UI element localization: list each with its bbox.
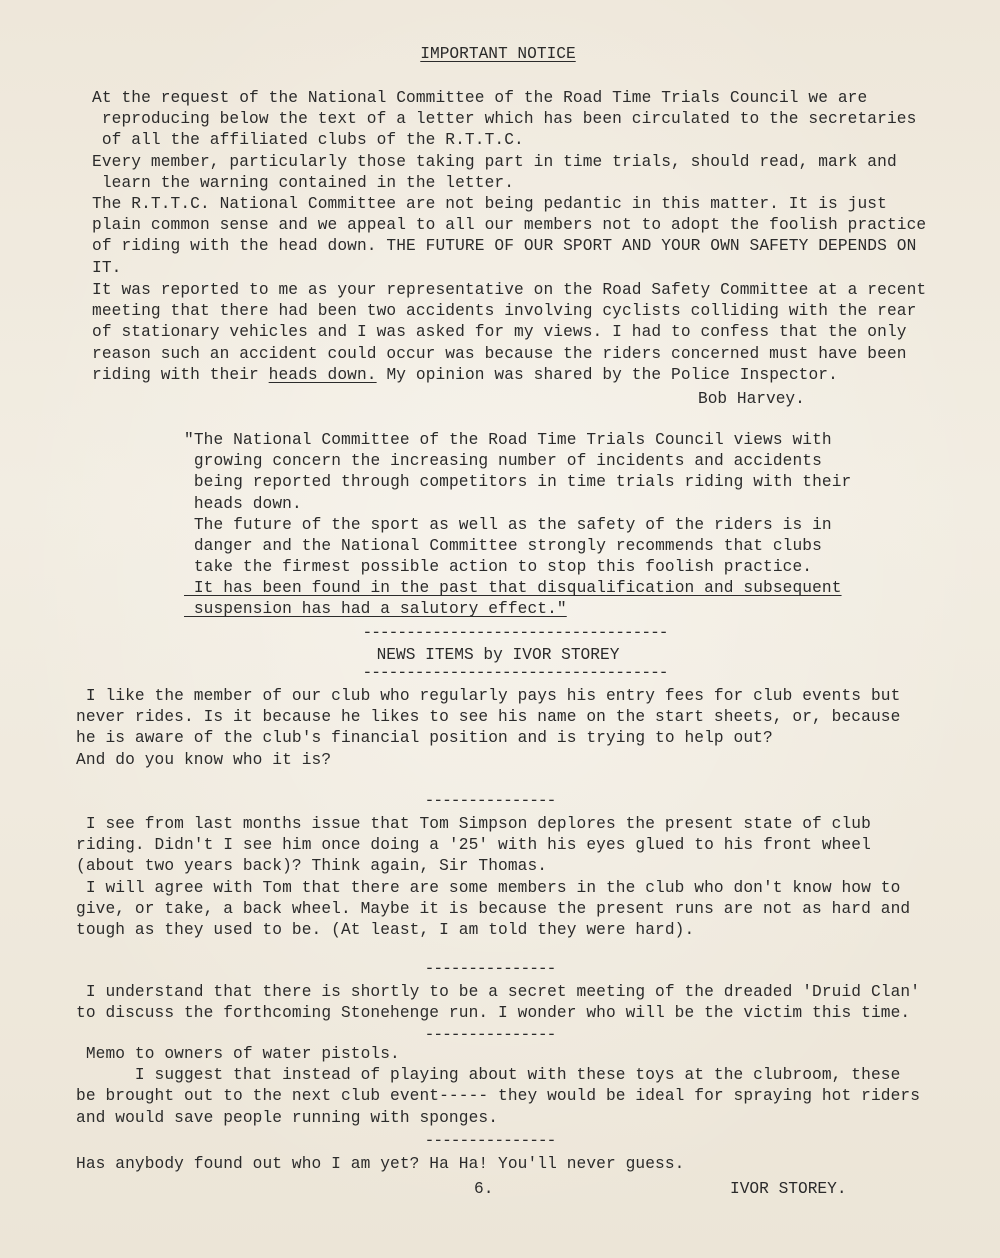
- news-separator: ---------------: [424, 960, 556, 978]
- news-item-water-pistols: Memo to owners of water pistols. I suggest that instead of playing about with these toys at the clubroom, these be brought out to the next club event----- they would be ideal for spraying hot riders and would save people running with sponges.: [76, 1045, 921, 1127]
- news-item-club-riding: I see from last months issue that Tom Simpson deplores the present state of club riding. Didn't I see him once doing a '25' with his eyes glued to his front wheel (about two years back)? Think again, Sir Thomas. I will agree with Tom that there are some members in the club who don't know how to give, or take, a back wheel. Maybe it is because the present runs are not as hard and tough as they used to be. (At least, I am told they were hard).: [76, 815, 911, 940]
- report-text-end: My opinion was shared by the Police Inspector.: [376, 365, 838, 384]
- notice-signature: Bob Harvey.: [698, 390, 805, 408]
- news-item-druid-clan: I understand that there is shortly to be a secret meeting of the dreaded 'Druid Clan' to discuss the forthcoming Stonehenge run. I wonder who will be the victim this time.: [76, 983, 921, 1023]
- report-text: It was reported to me as your representative on the Road Safety Committee at a recent meeting that there had been two accidents involving cyclists colliding with the rear of stationary vehicles and I was asked for my views. I had to confess that the only reason such an accident could occur was because the riders concerned must have been riding with their: [92, 281, 927, 384]
- notice-heading: IMPORTANT NOTICE: [420, 45, 576, 63]
- news-signature: IVOR STOREY.: [730, 1180, 847, 1198]
- news-rule-bottom: -----------------------------------: [362, 664, 668, 682]
- news-separator: ---------------: [424, 792, 556, 810]
- news-rule-top: -----------------------------------: [362, 624, 668, 642]
- news-item-guess: Has anybody found out who I am yet? Ha Ha! You'll never guess.: [76, 1155, 685, 1173]
- rttc-letter-quote-underlined: It has been found in the past that disqualification and subsequent suspension has had a salutory effect.": [193, 579, 842, 619]
- notice-intro: At the request of the National Committee of the Road Time Trials Council we are reproducing below the text of a letter which has been circulated to the secretaries of all the affiliated clubs of the R.T.T.C. Every member, particularly those taking part in time trials, should read, mark and learn the warning contained in the letter. The R.T.T.C. National Committee are not being pedantic in this matter. It is just plain common sense and we appeal to all our members not to adopt the foolish practice of riding with the head down. THE FUTURE OF OUR SPORT AND YOUR OWN SAFETY DEPENDS ON IT.: [92, 89, 927, 277]
- news-heading: NEWS ITEMS by IVOR STOREY: [376, 646, 620, 664]
- news-separator: ---------------: [424, 1132, 556, 1150]
- notice-report: [92, 280, 926, 386]
- rttc-letter-quote: "The National Committee of the Road Time Trials Council views with growing concern the increasing number of incidents and accidents being reported through competitors in time trials riding with their heads down. The future of the sport as well as the safety of the riders is in danger and the National Committee strongly recommends that clubs take the firmest possible action to stop this foolish practice.: [184, 431, 852, 577]
- report-emphasis: heads down.: [268, 365, 377, 384]
- page-number: 6.: [474, 1180, 494, 1198]
- news-item-entry-fees: I like the member of our club who regularly pays his entry fees for club events but never rides. Is it because he likes to see his name on the start sheets, or, because he is aware of the club's financial position and is trying to help out? And do you know who it is?: [76, 687, 901, 769]
- news-separator: ---------------: [424, 1026, 556, 1044]
